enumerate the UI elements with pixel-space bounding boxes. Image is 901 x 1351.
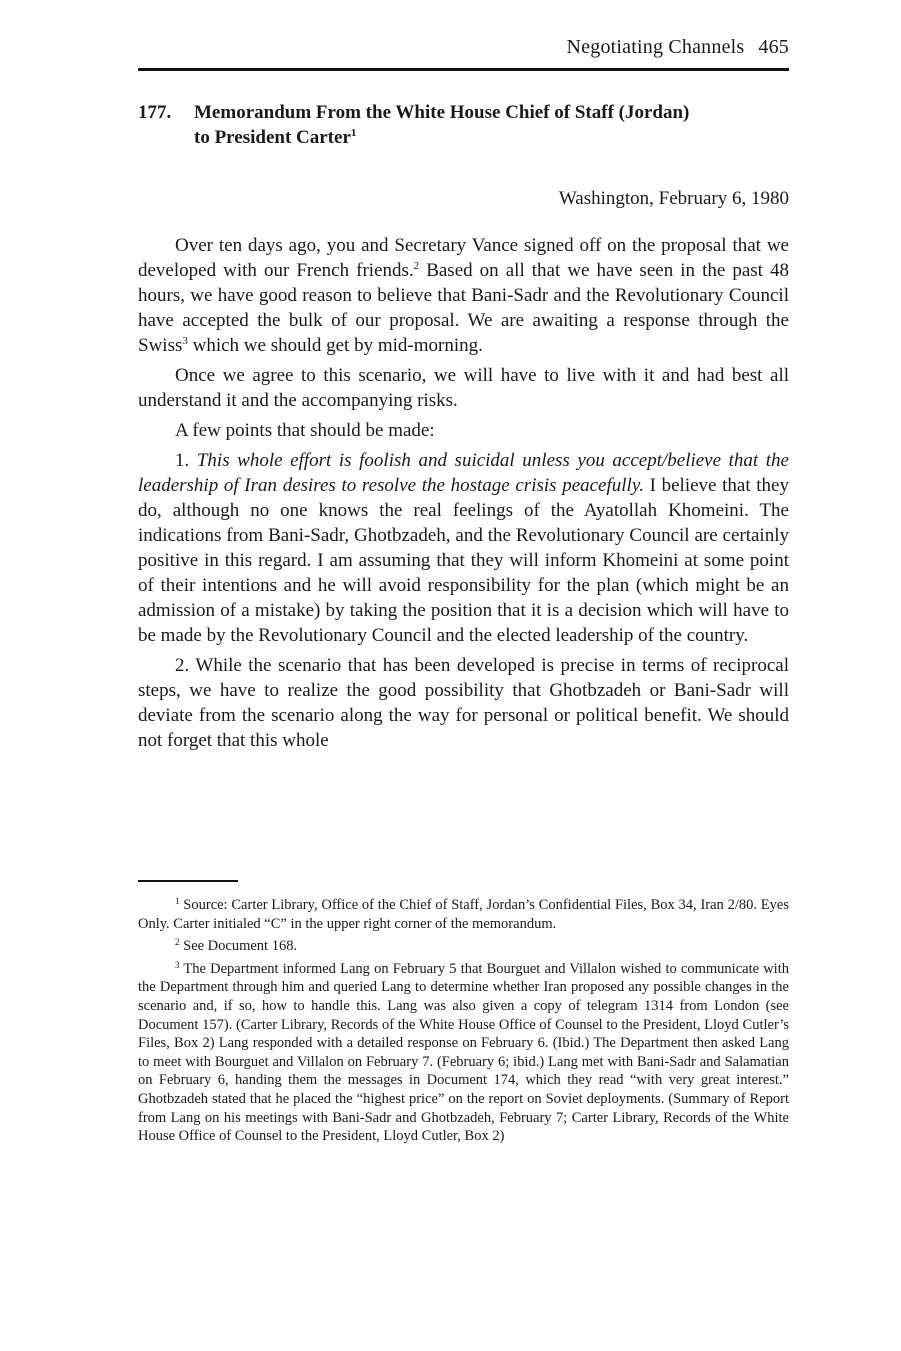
title-line-2: to President Carter [194, 127, 351, 148]
paragraph-5: 2. While the scenario that has been developed is precise in terms of reciprocal steps, we have to realize the good possibility that Ghotbzadeh or Bani-Sadr will deviate from the scenario along the way for personal or political benefit. We should not forget that this whole [138, 655, 789, 751]
paragraph-4-italic: This whole effort is foolish and suicidal unless you accept/believe that the leadership of Iran desires to resolve the hostage crisis peacefully. [138, 450, 789, 496]
header-rule [138, 68, 789, 71]
paragraph-1-part-b: Based on all that we have seen in the past 48 hours, we have good reason to believe that Bani-Sadr and the Revolutionary Council have accepted the bulk of our proposal. We are awaiting a response through the Swiss [138, 260, 789, 356]
footnote-2-text: See Document 168. [179, 938, 298, 955]
paragraph-2: Once we agree to this scenario, we will have to live with it and had best all understand it and the accompanying risks. [138, 365, 789, 411]
footnote-1-text: Source: Carter Library, Office of the Chief of Staff, Jordan’s Confidential Files, Box 34, Iran 2/80. Eyes Only. Carter initialed “C” in the upper right corner of the memorandum. [138, 897, 789, 932]
paragraph-4-rest: I believe that they do, although no one knows the real feelings of the Ayatollah Khomeini. The indications from Bani-Sadr, Ghotbzadeh, and the Revolutionary Council are certainly positive in this regard. I am assuming that they will inform Khomeini at some point of their intentions and he will avoid responsibility for the plan (which might be an admission of a mistake) by taking the position that it is a decision which will have to be made by the Revolutionary Council and the elected leadership of the country. [138, 475, 789, 646]
footnote-ref-2[interactable]: 2 [413, 260, 420, 272]
document-number: 177. [138, 102, 172, 123]
paragraph-3: A few points that should be made: [175, 420, 435, 441]
footnote-mark-1: 1 [175, 896, 180, 906]
footnote-1 [138, 896, 789, 933]
running-head-title: Negotiating Channels [566, 36, 745, 58]
footnote-rule [138, 880, 238, 882]
body-text [138, 233, 789, 758]
dateline: Washington, February 6, 1980 [558, 188, 789, 209]
title-line-1: Memorandum From the White House Chief of Staff (Jordan) [194, 102, 690, 123]
footnote-ref-1[interactable]: 1 [350, 127, 357, 139]
paragraph-1-part-c: which we should get by mid-morning. [187, 335, 483, 356]
footnote-2 [138, 937, 789, 956]
footnote-3 [138, 960, 789, 1146]
footnotes [138, 896, 789, 1150]
paragraph-1-part-a: Over ten days ago, you and Secretary Vance signed off on the proposal that we developed with our French friends. [138, 235, 789, 281]
document-title [138, 100, 789, 150]
footnote-mark-3: 3 [175, 959, 180, 970]
paragraph-4-number: 1. [175, 450, 197, 471]
running-head [138, 36, 789, 59]
paragraph-4 [138, 448, 789, 648]
page-number: 465 [758, 36, 789, 58]
paragraph-1 [138, 233, 789, 358]
footnote-3-text: The Department informed Lang on February 5 that Bourguet and Villalon wished to communicate with the Department through him and queried Lang to determine whether Iran proposed any possible changes in the scenario and, if so, how to handle this. Lang was also given a copy of telegram 1314 from London (see Document 157). (Carter Library, Records of the White House Office of Counsel to the President, Lloyd Cutler’s Files, Box 2) Lang responded with a detailed response on February 6. (Ibid.) The Department then asked Lang to meet with Bourguet and Villalon on February 7. (February 6; ibid.) Lang met with Bani-Sadr and Salamatian on February 6, handing them the messages in Document 174, which they read “with very great interest.” Ghotbzadeh stated that he placed the “highest price” on the report on Soviet deployments. (Summary of Report from Lang on his meetings with Bani-Sadr and Ghotbzadeh, February 7; Carter Library, Records of the White House Office of Counsel to the President, Lloyd Cutler, Box 2) [138, 960, 789, 1145]
footnote-mark-2: 2 [175, 937, 180, 948]
footnote-ref-3[interactable]: 3 [182, 335, 188, 347]
